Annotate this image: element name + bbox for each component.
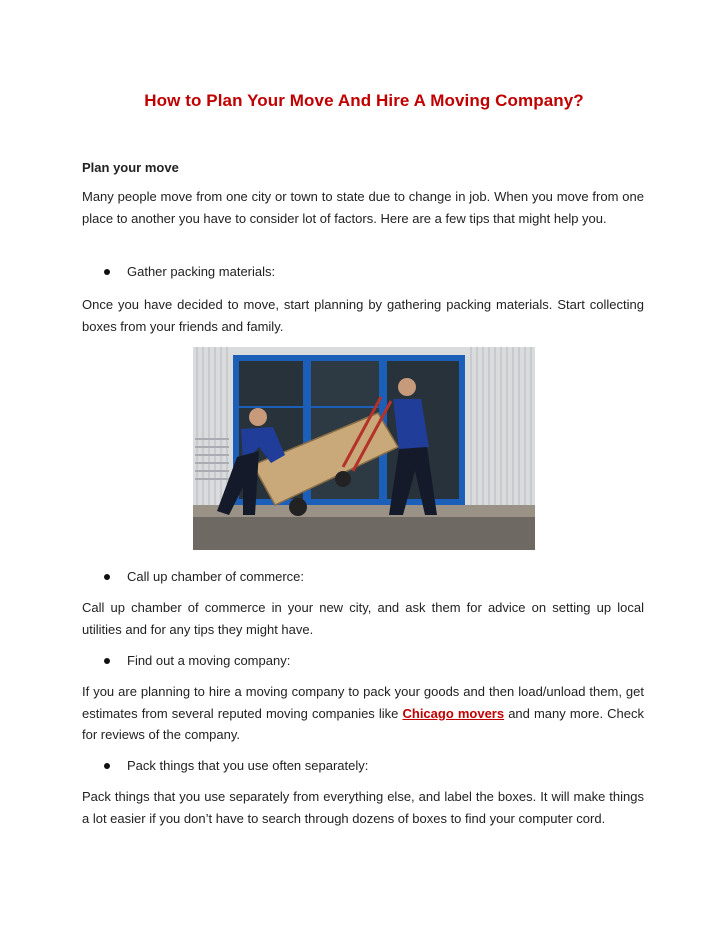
bullet-item — [104, 651, 290, 671]
section-heading: Plan your move — [82, 160, 179, 175]
intro-paragraph: Many people move from one city or town to state due to change in job. When you move from one place to another you have to consider lot of factors. Here are a few tips that might help you. — [82, 189, 644, 226]
packing-paragraph: Once you have decided to move, start planning by gathering packing materials. Start collecting boxes from your friends and family. — [82, 297, 644, 334]
bullet-label: Gather packing materials: — [127, 264, 276, 279]
bullet-label: Find out a moving company: — [127, 653, 291, 668]
bullet-icon — [104, 574, 110, 580]
bullet-label: Call up chamber of commerce: — [127, 569, 305, 584]
moving-text-before: If you are planning to hire a moving company to pack your goods and then load/unload them, get estimates from several reputed moving companies like — [82, 684, 644, 721]
moving-company-paragraph — [82, 681, 644, 746]
bullet-icon — [104, 269, 110, 275]
bullet-item — [104, 756, 368, 776]
bullet-item — [104, 262, 275, 282]
chamber-paragraph: Call up chamber of commerce in your new city, and ask them for advice on setting up local utilities and for any tips they might have. — [82, 600, 644, 637]
bullet-label: Pack things that you use often separately: — [127, 758, 369, 773]
document-title: How to Plan Your Move And Hire A Moving Company? — [144, 91, 584, 110]
bullet-icon — [104, 763, 110, 769]
bullet-item — [104, 567, 304, 587]
pack-paragraph: Pack things that you use separately from everything else, and label the boxes. It will make things a lot easier if you don’t have to search through dozens of boxes to find your computer cord. — [82, 789, 644, 826]
chicago-movers-link[interactable]: Chicago movers — [402, 705, 505, 721]
movers-photo — [193, 347, 535, 550]
moving-text-after: and many more. Check for reviews of the company. — [82, 705, 644, 742]
bullet-icon — [104, 658, 110, 664]
